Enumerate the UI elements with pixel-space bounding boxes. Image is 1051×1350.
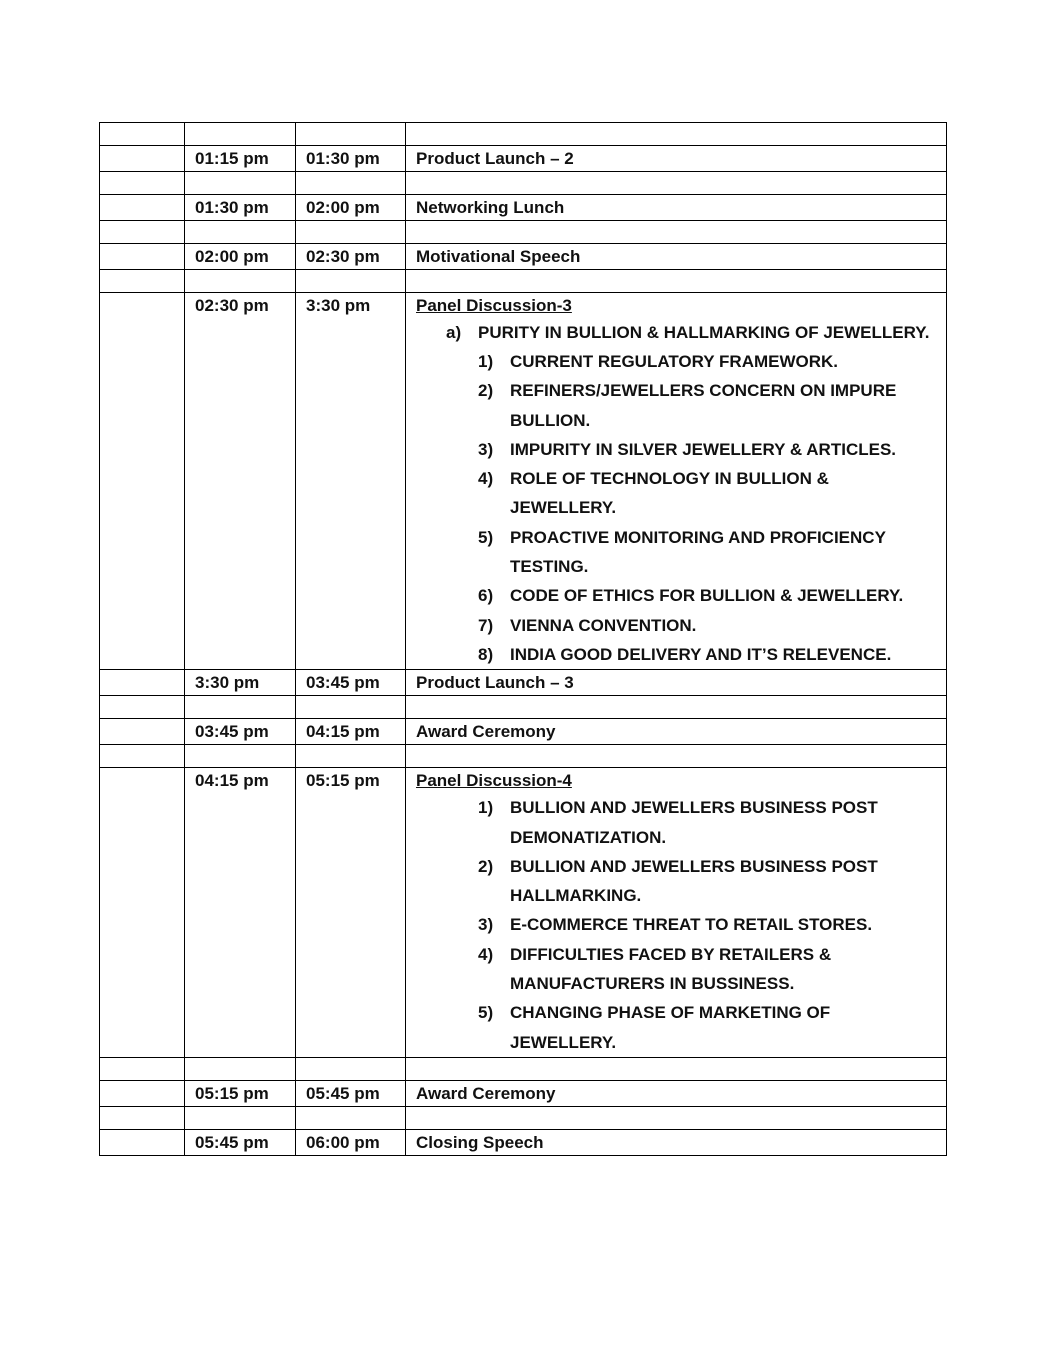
list-item: [416, 435, 936, 464]
item-number: 3): [478, 439, 494, 459]
table-row-spacer: [100, 270, 947, 293]
item-text: VIENNA CONVENTION.: [510, 615, 697, 635]
blank-cell: [100, 244, 185, 270]
table-row: [100, 719, 947, 745]
table-row-spacer: [100, 1057, 947, 1080]
table-row-panel-3: [100, 293, 947, 670]
table-row-spacer: [100, 745, 947, 768]
item-text: CODE OF ETHICS FOR BULLION & JEWELLERY.: [510, 586, 904, 606]
blank-cell: [100, 1080, 185, 1106]
item-text: PROACTIVE MONITORING AND PROFICIENCY TESTING.: [510, 527, 886, 577]
item-text: CURRENT REGULATORY FRAMEWORK.: [510, 352, 839, 371]
start-time: 01:15 pm: [185, 146, 296, 172]
panel-title: Panel Discussion-3: [416, 296, 572, 315]
start-time: 05:15 pm: [185, 1080, 296, 1106]
end-time: 3:30 pm: [296, 293, 406, 670]
session-title: Award Ceremony: [406, 719, 947, 745]
agenda-table: [99, 122, 947, 1156]
list-item: [416, 464, 936, 523]
table-row-spacer: [100, 172, 947, 195]
item-text: INDIA GOOD DELIVERY AND IT’S RELEVENCE.: [510, 644, 892, 664]
list-item: [416, 793, 936, 852]
list-item: [416, 523, 936, 582]
item-number: 5): [478, 1003, 494, 1023]
blank-cell: [100, 195, 185, 221]
panel-4-cell: [406, 768, 947, 1058]
item-text: ROLE OF TECHNOLOGY IN BULLION & JEWELLERY.: [510, 469, 829, 518]
item-number: 3): [478, 915, 494, 935]
list-item: [416, 940, 936, 999]
blank-cell: [100, 719, 185, 745]
list-item: [416, 640, 936, 669]
list-item: [416, 998, 936, 1057]
list-item: [416, 376, 936, 435]
list-item: [416, 852, 936, 911]
blank-cell: [100, 146, 185, 172]
panel-3-cell: [406, 293, 947, 670]
panel-3-points: [416, 347, 936, 669]
table-row: [100, 1080, 947, 1106]
blank-cell: [100, 293, 185, 670]
item-text: BULLION AND JEWELLERS BUSINESS POST DEMONATIZATION.: [510, 798, 878, 847]
table-row: [100, 1129, 947, 1155]
end-time: 03:45 pm: [296, 670, 406, 696]
table-row-spacer: [100, 696, 947, 719]
session-title: Award Ceremony: [406, 1080, 947, 1106]
table-row: [100, 244, 947, 270]
item-text: BULLION AND JEWELLERS BUSINESS POST HALLMARKING.: [510, 856, 878, 906]
item-number: 2): [478, 856, 494, 876]
end-time: 04:15 pm: [296, 719, 406, 745]
subtopic-title: PURITY IN BULLION & HALLMARKING OF JEWELLERY.: [478, 323, 930, 342]
item-number: 4): [478, 944, 494, 964]
item-number: 4): [478, 469, 494, 489]
table-row-empty: [100, 123, 947, 146]
item-text: CHANGING PHASE OF MARKETING OF JEWELLERY.: [510, 1003, 831, 1052]
table-row: [100, 195, 947, 221]
end-time: 05:15 pm: [296, 768, 406, 1058]
session-title: Networking Lunch: [406, 195, 947, 221]
start-time: 01:30 pm: [185, 195, 296, 221]
item-number: 6): [478, 586, 494, 606]
item-number: 1): [478, 798, 494, 818]
end-time: 01:30 pm: [296, 146, 406, 172]
end-time: 06:00 pm: [296, 1129, 406, 1155]
item-number: 2): [478, 381, 494, 401]
table-row: [100, 146, 947, 172]
item-text: IMPURITY IN SILVER JEWELLERY & ARTICLES.: [510, 439, 897, 459]
start-time: 04:15 pm: [185, 768, 296, 1058]
item-number: 1): [478, 352, 494, 371]
list-item: [416, 611, 936, 640]
table-row-spacer: [100, 221, 947, 244]
panel-4-points: [416, 793, 936, 1057]
item-number: 7): [478, 615, 494, 635]
start-time: 3:30 pm: [185, 670, 296, 696]
list-item: [416, 347, 936, 376]
blank-cell: [100, 1129, 185, 1155]
start-time: 02:00 pm: [185, 244, 296, 270]
session-title: Product Launch – 3: [406, 670, 947, 696]
item-number: 5): [478, 527, 494, 547]
session-title: Closing Speech: [406, 1129, 947, 1155]
end-time: 02:30 pm: [296, 244, 406, 270]
end-time: 02:00 pm: [296, 195, 406, 221]
list-item: [416, 910, 936, 939]
start-time: 05:45 pm: [185, 1129, 296, 1155]
subtopic-marker: a): [446, 323, 462, 342]
item-text: DIFFICULTIES FACED BY RETAILERS & MANUFACTURERS IN BUSSINESS.: [510, 944, 832, 994]
table-row-panel-4: [100, 768, 947, 1058]
blank-cell: [100, 670, 185, 696]
table-row-spacer: [100, 1106, 947, 1129]
end-time: 05:45 pm: [296, 1080, 406, 1106]
table-row: [100, 670, 947, 696]
panel-title: Panel Discussion-4: [416, 771, 572, 791]
item-number: 8): [478, 644, 494, 664]
item-text: REFINERS/JEWELLERS CONCERN ON IMPURE BULLION.: [510, 381, 897, 430]
start-time: 02:30 pm: [185, 293, 296, 670]
item-text: E-COMMERCE THREAT TO RETAIL STORES.: [510, 915, 873, 935]
session-title: Motivational Speech: [406, 244, 947, 270]
panel-subtopic: [416, 318, 936, 347]
blank-cell: [100, 768, 185, 1058]
start-time: 03:45 pm: [185, 719, 296, 745]
session-title: Product Launch – 2: [406, 146, 947, 172]
list-item: [416, 581, 936, 610]
